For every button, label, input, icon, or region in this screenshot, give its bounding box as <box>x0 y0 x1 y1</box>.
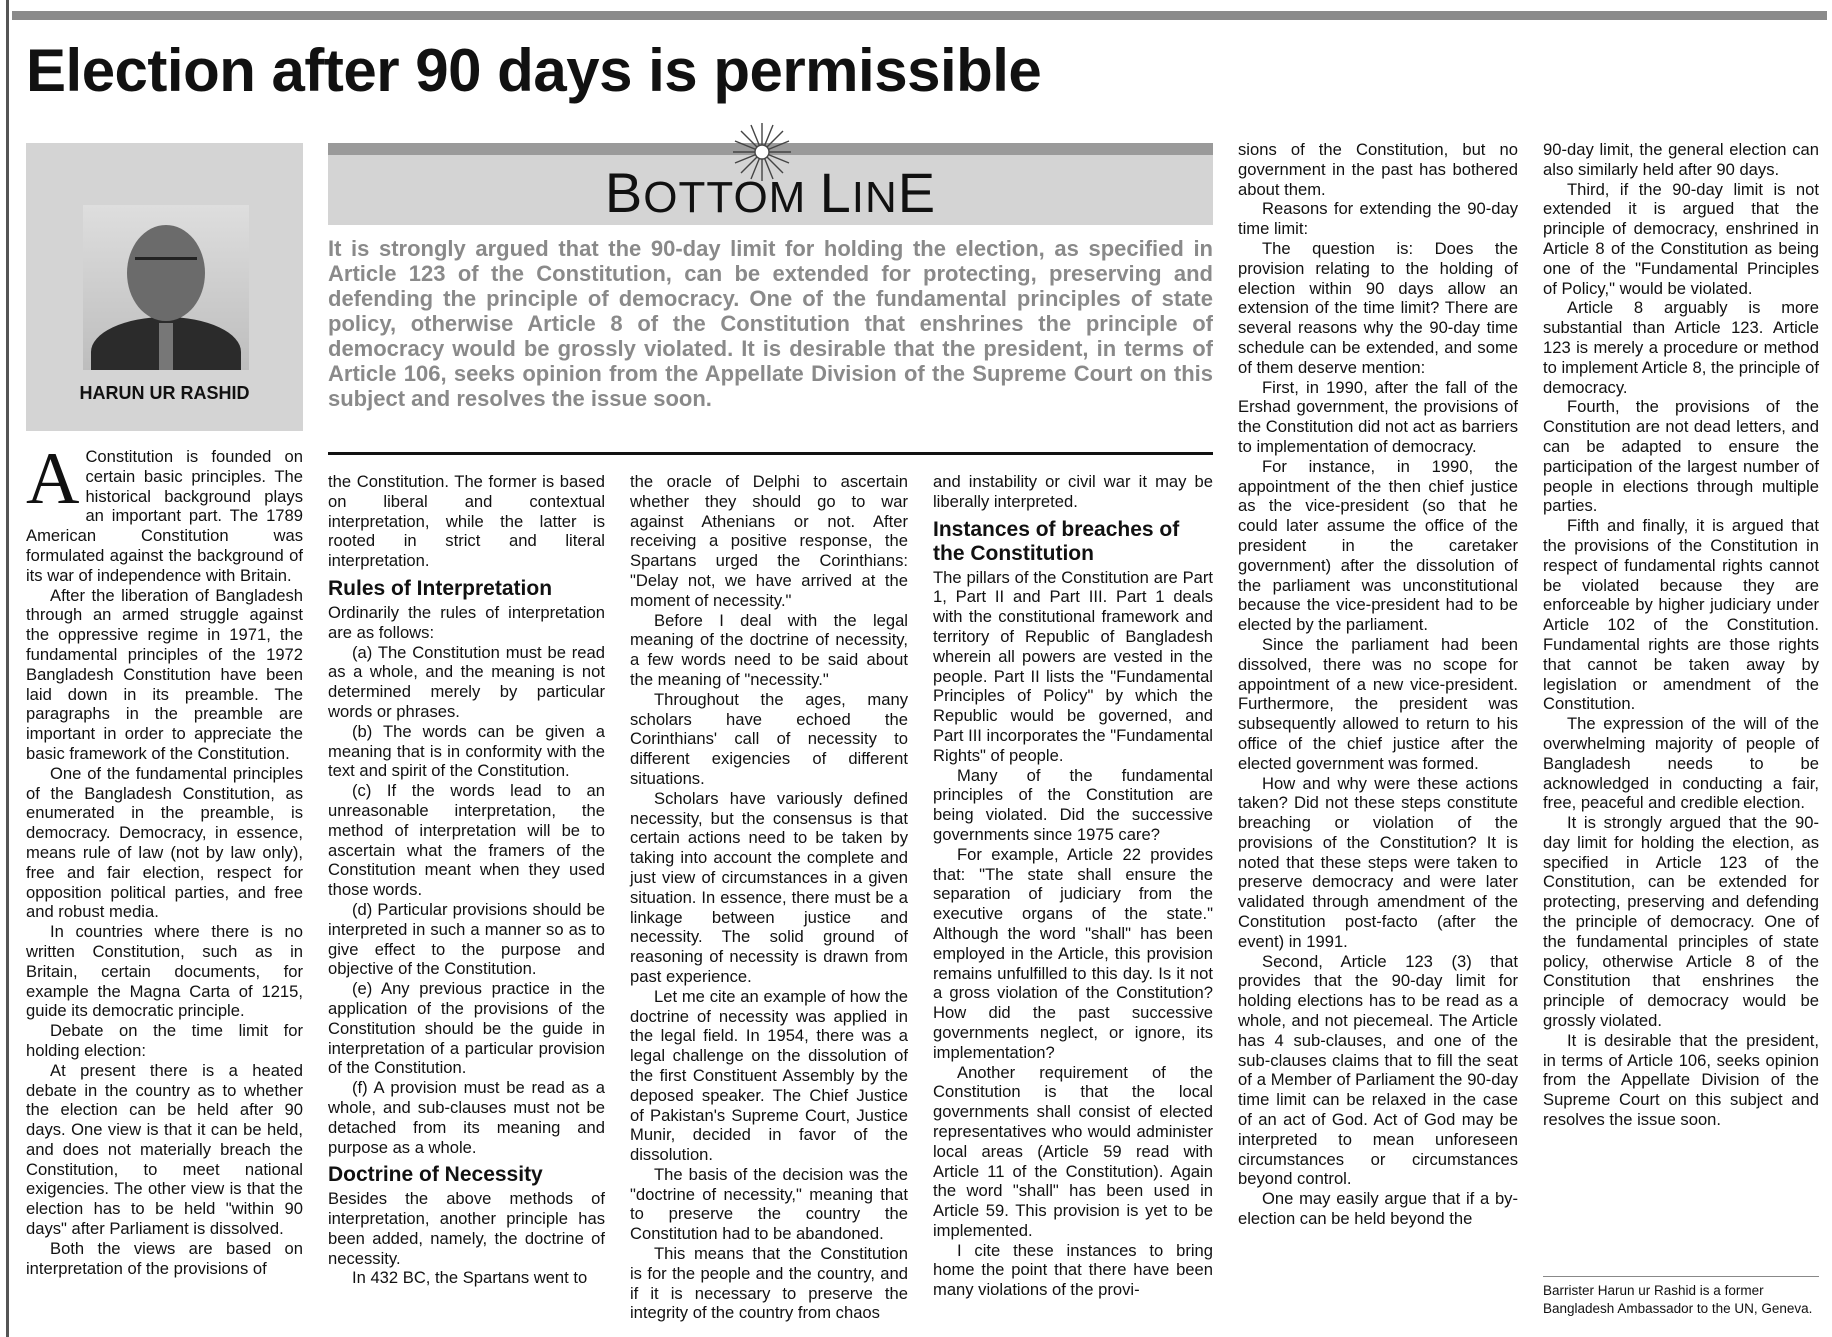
col5-para: How and why were these actions taken? Did not these steps constitute breaching or violation of the provisions of the Constitution? It is noted that these steps were taken to preserve democracy and were later validated through amendment of the Constitution post-facto (after the event) in 1991. <box>1238 773 1518 951</box>
col3-para: Scholars have variously defined necessity, but the consensus is that certain actions need to be taken by taking into account the complete and just view of circumstances in a given situation. In essence, there must be a linkage between justice and necessity. The solid ground of reasoning of necessity is drawn from past experience. <box>630 788 908 986</box>
author-footnote: Barrister Harun ur Rashid is a former Bangladesh Ambassador to the UN, Geneva. <box>1543 1283 1813 1316</box>
page-left-rule <box>6 0 9 1337</box>
column-6 <box>1543 140 1819 1130</box>
col2-para: Besides the above methods of interpretation, another principle has been added, namely, the doctrine of necessity. <box>328 1189 605 1268</box>
bottom-line-title: BOTTOM LINE <box>604 161 937 224</box>
col2-para: (d) Particular provisions should be interpreted in such a manner so as to give effect to the purpose and objective of the Constitution. <box>328 899 605 979</box>
col3-para: Before I deal with the legal meaning of the doctrine of necessity, a few words need to be said about the meaning of "necessity." <box>630 610 908 689</box>
col6-para: Article 8 arguably is more substantial than Article 123. Article 123 is merely a procedure or method to implement Article 8, the principle of democracy. <box>1543 298 1819 397</box>
col5-para: sions of the Constitution, but no government in the past has bothered about them. <box>1238 140 1518 199</box>
col2-para: (f) A provision must be read as a whole, and sub-clauses must not be detached from its meaning and purpose as a whole. <box>328 1078 605 1157</box>
top-rule <box>12 11 1827 20</box>
col1-para-5: Debate on the time limit for holding election: <box>26 1021 303 1060</box>
col1-para-1: A Constitution is founded on certain basic principles. The historical background plays an important part. The 1789 American Constitution was formulated against the background of its war of independence with Britain. <box>26 438 303 585</box>
col2-para: (e) Any previous practice in the application of the provisions of the Constitution should be the guide in interpretation of a particular provision of the Constitution. <box>328 979 605 1078</box>
col5-para: Second, Article 123 (3) that provides that the 90-day limit for holding elections has to be read as a whole, and not piecemeal. The Article has 4 sub-clauses, and one of the sub-clauses claims that to fill the seat of a Member of Parliament the 90-day time limit can be relaxed in the case of an act of God. Act of God may be interpreted to mean unforeseen circumstances or circumstances beyond control. <box>1238 951 1518 1189</box>
col6-para: It is strongly argued that the 90-day limit for holding the election, as specified in Article 123 of the Constitution, can be extended for protecting, preserving and defending the principle of democracy. One of the fundamental principles of state policy, otherwise Article 8 of the Constitution that enshrines the principle of democracy would be grossly violated. <box>1543 813 1819 1031</box>
col5-para: One may easily argue that if a by-election can be held beyond the <box>1238 1189 1518 1229</box>
col4-para: Many of the fundamental principles of the Constitution are being violated. Did the successive governments since 1975 care? <box>933 765 1213 844</box>
subhead-rules-of-interpretation: Rules of Interpretation <box>328 576 553 600</box>
col4-para: and instability or civil war it may be liberally interpreted. <box>933 472 1213 511</box>
col2-para: (b) The words can be given a meaning that is in conformity with the text and spirit of the Constitution. <box>328 721 605 781</box>
col2-para: In 432 BC, the Spartans went to <box>352 1268 588 1288</box>
column-5 <box>1238 140 1518 1229</box>
author-name: HARUN UR RASHID <box>79 383 250 403</box>
col6-para: Fifth and finally, it is argued that the provisions of the Constitution in respect of fundamental rights cannot be violated because they are enforceable by higher judiciary under Article 102 of the Constitution. Fundamental rights are those rights that cannot be taken away by legislation or amendment of the Constitution. <box>1543 516 1819 714</box>
col3-para: This means that the Constitution is for the people and the country, and if it is necessary to preserve the integrity of the country from chaos <box>630 1244 908 1323</box>
dropcap: A <box>26 438 80 520</box>
col4-para: The pillars of the Constitution are Part 1, Part II and Part III. Part 1 deals with the constitutional framework and territory of Republic of Bangladesh wherein all powers are vested in the people. Part II lists the "Fundamental Principles of Policy" by which the Republic would be governed, and Part III incorporates the "Fundamental Rights" of people. <box>933 567 1213 765</box>
col2-para: the Constitution. The former is based on liberal and contextual interpretation, while the latter is rooted in strict and literal interpretation. <box>328 472 605 571</box>
bottom-line-rule <box>328 452 1213 455</box>
footnote-rule <box>1543 1276 1819 1277</box>
col5-para: First, in 1990, after the fall of the Ershad government, the provisions of the Constitution did not act as barriers to implementation of democracy. <box>1238 377 1518 456</box>
col2-para: (a) The Constitution must be read as a whole, and the meaning is not determined merely by particular words or phrases. <box>328 642 605 721</box>
col4-para: Another requirement of the Constitution is that the local governments shall consist of elected representatives who would administer local areas (Article 59 read with Article 11 of the Constitution). Again the word "shall" has been used in Article 59. This provision is yet to be implemented. <box>933 1062 1213 1240</box>
column-4 <box>933 472 1213 1300</box>
subhead-instances-of-breaches: Instances of breaches of the Constitution <box>933 517 1180 565</box>
col3-para: The basis of the decision was the "doctrine of necessity," meaning that to preserve the country the Constitution had to be abandoned. <box>630 1164 908 1244</box>
col4-para: For example, Article 22 provides that: "The state shall ensure the separation of judiciary from the executive organs of the state." Although the word "shall" has been employed in the Article, this provision remains unfulfilled to this day. Is it not a gross violation of the Constitution? How did the past successive governments neglect, or ignore, its implementation? <box>933 844 1213 1062</box>
col3-para: the oracle of Delphi to ascertain whether they should go to war against Athenians or not. After receiving a positive response, the Spartans urged the Corinthians: "Delay not, we have arrived at the moment of necessity." <box>630 472 908 610</box>
column-1 <box>26 438 303 1278</box>
col6-para: Fourth, the provisions of the Constitution are not dead letters, and can be adapted to ensure the participation of the largest number of people in elections through multiple parties. <box>1543 397 1819 516</box>
column-2 <box>328 472 605 1288</box>
col4-para: I cite these instances to bring home the point that there have been many violations of the provi- <box>933 1240 1213 1300</box>
col5-para: The question is: Does the provision relating to the holding of election within 90 days allow an extension of the time limit? There are several reasons why the 90-day time schedule can be extended, and some of them deserve mention: <box>1238 238 1518 377</box>
col6-para: 90-day limit, the general election can also similarly held after 90 days. <box>1543 140 1819 179</box>
col6-para: Third, if the 90-day limit is not extended it is argued that the principle of democracy, enshrined in Article 8 of the Constitution as being one of the "Fundamental Principles of Policy," would be violated. <box>1543 179 1819 298</box>
col5-para: Reasons for extending the 90-day time limit: <box>1238 199 1518 239</box>
headline: Election after 90 days is permissible <box>26 37 1042 104</box>
col2-para: Ordinarily the rules of interpretation are as follows: <box>328 602 605 642</box>
col1-para-7: Both the views are based on interpretation of the provisions of <box>26 1238 303 1278</box>
col6-para: The expression of the will of the overwhelming majority of people of Bangladesh needs to be acknowledged in conducting a fair, free, peaceful and credible election. <box>1543 714 1819 813</box>
author-photo <box>83 205 249 370</box>
starburst-icon <box>733 123 791 181</box>
col1-para-3: One of the fundamental principles of the Bangladesh Constitution, as enumerated in the preamble, is democracy. Democracy, in essence, means rule of law (not by law only), free and fair election, respect for opposition political parties, and free and robust media. <box>26 763 303 922</box>
col1-para-4: In countries where there is no written Constitution, such as in Britain, certain documents, for example the Magna Carta of 1215, guide its democratic principle. <box>26 922 303 1021</box>
col1-para-6: At present there is a heated debate in the country as to whether the election can be held after 90 days. One view is that it can be held, and does not materially breach the Constitution, to meet national exigencies. The other view is that the election has to be held "within 90 days" after Parliament is dissolved. <box>26 1060 303 1239</box>
col5-para: Since the parliament had been dissolved, there was no scope for appointment of a new vice-president. Furthermore, the president was subsequently allowed to return to his office of the chief justice after the elected government was formed. <box>1238 634 1518 773</box>
col5-para: For instance, in 1990, the appointment of the then chief justice as the vice-president (so that he could later assume the office of the president in the caretaker government) after the dissolution of the parliament was unconstitutional because the vice-president had to be elected by the parliament. <box>1238 456 1518 635</box>
subhead-doctrine-of-necessity: Doctrine of Necessity <box>328 1163 543 1187</box>
col3-para: Throughout the ages, many scholars have echoed the Corinthians' call of necessity to different exigencies of different situations. <box>630 689 908 788</box>
col2-para: (c) If the words lead to an unreasonable interpretation, the method of interpretation will be to ascertain what the framers of the Constitution meant when they used those words. <box>328 781 605 900</box>
col6-para: It is desirable that the president, in terms of Article 106, seeks opinion from the Appellate Division of the Supreme Court on this subject and resolves the issue soon. <box>1543 1030 1819 1130</box>
col3-para: Let me cite an example of how the doctrine of necessity was applied in the legal field. In 1954, there was a legal challenge on the dissolution of the first Constituent Assembly by the deposed speaker. The Chief Justice of Pakistan's Supreme Court, Justice Munir, decided in favor of the dissolution. <box>630 986 908 1165</box>
summary-deck: It is strongly argued that the 90-day limit for holding the election, as specified in Article 123 of the Constitution, can be extended for protecting, preserving and defending the principle of democracy. One of the fundamental principles of state policy, otherwise Article 8 of the Constitution that enshrines the principle of democracy would be grossly violated. It is desirable that the president, in terms of Article 106, seeks opinion from the Appellate Division of the Supreme Court on this subject and resolves the issue soon. <box>328 236 1213 411</box>
col1-para-2: After the liberation of Bangladesh through an armed struggle against the oppressive regime in 1971, the fundamental principles of the 1972 Bangladesh Constitution have been laid down in its preamble. The paragraphs in the preamble are important in order to appreciate the basic framework of the Constitution. <box>26 585 303 763</box>
column-3 <box>630 472 908 1323</box>
